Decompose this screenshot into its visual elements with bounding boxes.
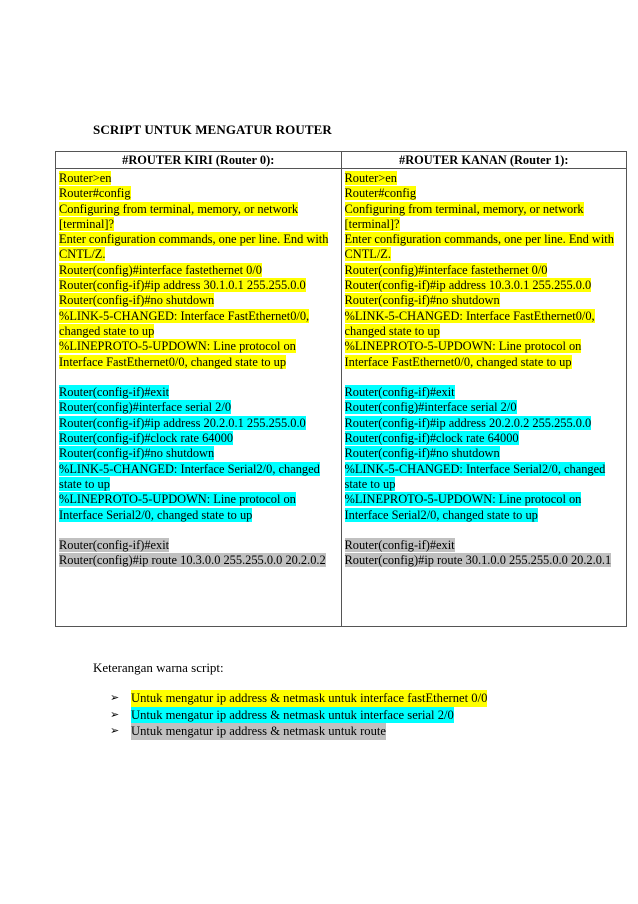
document-title: SCRIPT UNTUK MENGATUR ROUTER [93,122,332,137]
left-route-text: Router(config-if)#exit Router(config)#ip route 10.3.0.0 255.255.0.0 20.2.0.2 [59,538,326,568]
arrow-bullet-icon: ➢ [110,708,120,721]
left-route-block [59,538,338,569]
router-script-table [55,151,627,627]
right-route-text: Router(config-if)#exit Router(config)#ip route 30.1.0.0 255.255.0.0 20.2.0.1 [344,538,612,568]
left-serial-block [59,385,338,523]
right-route-block [345,538,624,569]
right-fastethernet-block [345,171,624,370]
legend-title: Keterangan warna script: [93,660,224,675]
right-router-header: #ROUTER KANAN (Router 1): [341,152,627,169]
legend-item-text: Untuk mengatur ip address & netmask untuk interface serial 2/0 [131,707,454,722]
legend-item-text: Untuk mengatur ip address & netmask untuk interface fastEthernet 0/0 [131,691,488,705]
legend-item-text: Untuk mengatur ip address & netmask untuk route [131,724,386,738]
left-fastethernet-block [59,171,338,370]
left-serial-text: Router(config-if)#exit Router(config)#interface serial 2/0 Router(config-if)#ip address 20.2.0.1 255.255.0.0 Router(config-if)#clock rate 64000 Router(config-if)#no shutdown %LINK-5-CHANGED: Interface Serial2/0, changed state to up %LINEPROTO-5-UPDOWN: Line protocol on Interface Serial2/0, changed state to up [59,385,320,522]
legend-item [110,707,487,724]
left-fastethernet-text: Router>en Router#config Configuring from terminal, memory, or network [terminal]? Enter configuration commands, one per line. End with CNTL/Z. Router(config)#interface fastethernet 0/0 Router(config-if)#ip address 30.1.0.1 255.255.0.0 Router(config-if)#no shutdown %LINK-5-CHANGED: Interface FastEthernet0/0, changed state to up %LINEPROTO-5-UPDOWN: Line protocol on Interface FastEthernet0/0, changed state to up [59,171,329,369]
arrow-bullet-icon: ➢ [110,725,120,737]
left-router-script [56,169,342,627]
arrow-bullet-icon: ➢ [110,692,120,704]
color-legend-list [110,690,487,740]
right-router-script [341,169,627,627]
left-router-header: #ROUTER KIRI (Router 0): [56,152,342,169]
legend-item [110,690,487,707]
legend-item [110,723,487,740]
right-serial-block [345,385,624,523]
right-serial-text: Router(config-if)#exit Router(config)#interface serial 2/0 Router(config-if)#ip address 20.2.0.2 255.255.0.0 Router(config-if)#clock rate 64000 Router(config-if)#no shutdown %LINK-5-CHANGED: Interface Serial2/0, changed state to up %LINEPROTO-5-UPDOWN: Line protocol on Interface Serial2/0, changed state to up [344,385,606,522]
right-fastethernet-text: Router>en Router#config Configuring from terminal, memory, or network [terminal]? Enter configuration commands, one per line. End with CNTL/Z. Router(config)#interface fastethernet 0/0 Router(config-if)#ip address 10.3.0.1 255.255.0.0 Router(config-if)#no shutdown %LINK-5-CHANGED: Interface FastEthernet0/0, changed state to up %LINEPROTO-5-UPDOWN: Line protocol on Interface FastEthernet0/0, changed state to up [344,171,614,369]
